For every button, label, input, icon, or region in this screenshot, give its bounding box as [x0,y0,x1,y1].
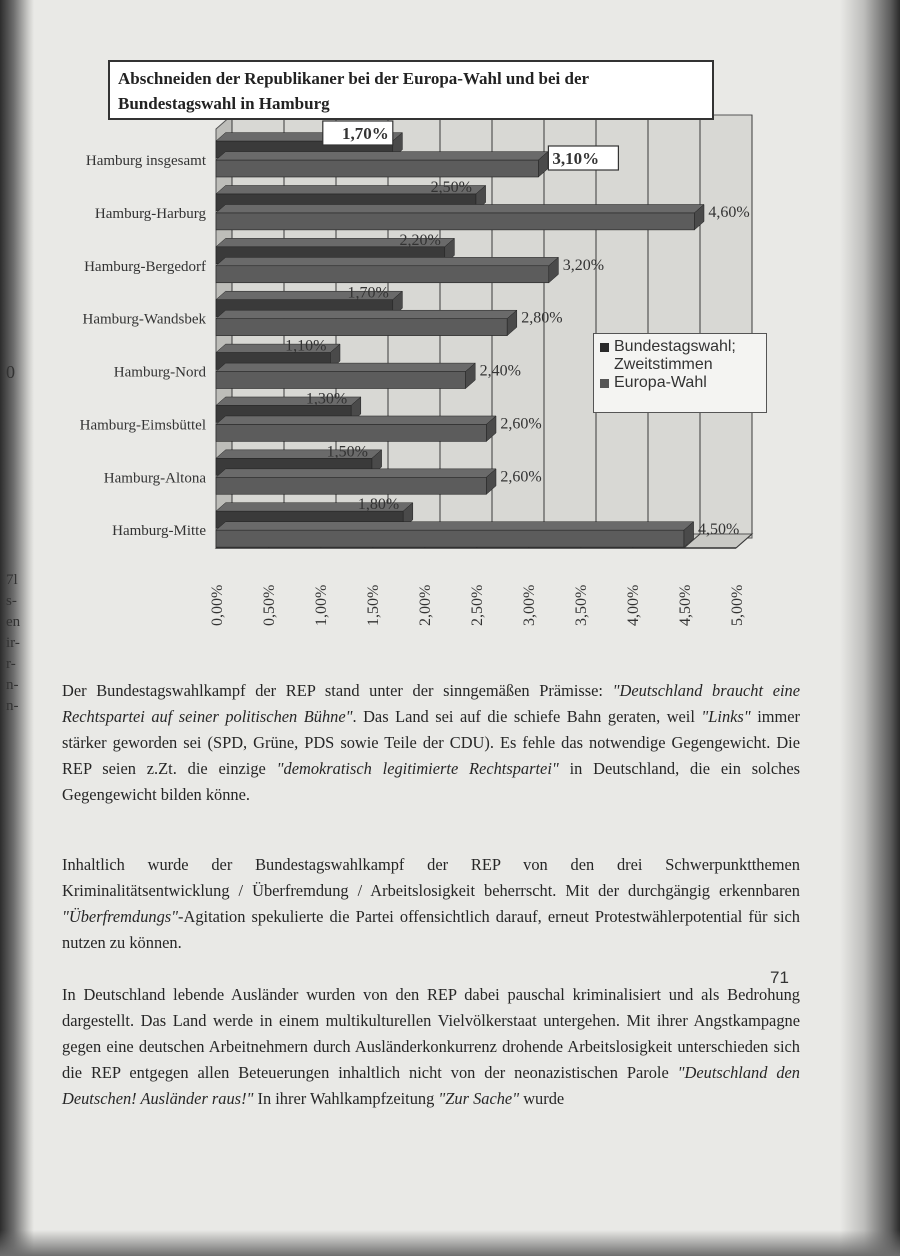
value-label-europa: 4,50% [698,521,740,539]
bar-top [216,310,517,318]
legend-label-bundestag: Bundestagswahl; [614,338,736,355]
category-label: Hamburg-Wandsbek [82,311,206,328]
x-tick-label: 0,50% [261,584,278,626]
bar-europa [216,213,694,230]
value-label-bundestag: 1,50% [326,443,368,461]
chart-legend [593,333,767,413]
x-tick-label: 1,50% [365,584,382,626]
bar-top [216,204,704,212]
quoted-phrase: "Deutschland den Deutschen! Ausländer raus!" [62,1063,801,1108]
bar-top [216,522,694,530]
margin-fragment: r- [6,656,16,672]
value-label-europa: 2,40% [479,362,521,380]
x-tick-label: 0,00% [209,584,226,626]
value-label-bundestag: 1,70% [347,284,389,302]
category-label: Hamburg-Nord [113,364,206,381]
value-label-europa: 2,60% [500,415,542,433]
value-label-europa: 2,60% [500,468,542,486]
paragraph-2 [62,852,800,956]
value-label-europa: 2,80% [521,309,563,327]
category-label: Hamburg insgesamt [85,153,206,169]
bar-top [216,152,548,160]
bar-top [216,363,475,371]
text-run: in Deutschland, die ein solches Gegengewicht bilden könne. [62,759,800,804]
margin-fragment: s- [6,593,17,609]
quoted-phrase: "demokratisch legitimierte Rechtspartei" [276,759,559,778]
x-tick-label: 3,00% [521,584,538,626]
category-label: Hamburg-Altona [103,470,206,487]
chart-title: Abschneiden der Republikaner bei der Europa-Wahl und bei der Bundestagswahl in Hamburg [108,60,714,120]
category-label: Hamburg-Mitte [112,523,206,540]
legend-swatch-europa [600,379,609,388]
quoted-phrase: "Links" [701,707,751,726]
legend-item-bundestag-2 [600,356,760,374]
bar-europa [216,160,538,177]
text-run: -Agitation spekulierte die Partei offensichtlich darauf, erneut Protestwählerpotential für sich nutzen zu können. [62,907,800,952]
value-label-europa: 3,10% [552,149,600,168]
quoted-phrase: "Zur Sache" [438,1089,520,1108]
x-tick-label: 3,50% [573,584,590,626]
text-run: Inhaltlich wurde der Bundestagswahlkampf der REP von den drei Schwerpunktthemen Kriminalitätsentwicklung / Überfremdung / Arbeitslosigkeit beherrscht. Mit der durchgängig erkennbaren [62,855,800,900]
page-number: 71 [770,968,789,987]
category-label: Hamburg-Bergedorf [84,258,206,275]
bar-europa [216,319,507,336]
text-run: Der Bundestagswahlkampf der REP stand unter der sinngemäßen Prämisse: [62,681,613,700]
category-label: Hamburg-Eimsbüttel [79,417,206,434]
legend-item-bundestag [600,338,760,356]
bar-top [216,416,496,424]
value-label-bundestag: 1,10% [285,337,327,355]
bar-top [216,257,558,265]
text-run: wurde [519,1089,565,1108]
text-run: In Deutschland lebende Ausländer wurden von den REP dabei pauschal kriminalisiert und als Bedrohung dargestellt. Das Land werde in einem multikulturellen Vielvölkerstaat untergehen. Mit ihrer Angstkampagne gegen eine deutschen Arbeitnehmern durch Ausländerkonkurrenz drohende Arbeitslosigkeit unterschieden sich die REP entgegen allen Beteuerungen inhaltlich nicht von der neonazistischen Parole [62,985,800,1082]
x-tick-label: 5,00% [729,584,746,626]
bar-europa [216,477,486,494]
margin-fragment: n- [6,677,19,693]
value-label-bundestag: 1,70% [342,124,389,143]
legend-item-europa [600,374,760,392]
x-tick-label: 4,50% [677,584,694,626]
text-run: . Das Land sei auf die schiefe Bahn geraten, weil [352,707,702,726]
bar-top [216,469,496,477]
legend-label-europa: Europa-Wahl [614,374,707,391]
margin-fragment: n- [6,698,19,714]
value-label-bundestag: 2,50% [430,178,472,196]
x-tick-label: 1,00% [313,584,330,626]
x-tick-label: 2,50% [469,584,486,626]
margin-fragment: 7l [6,572,18,588]
text-run: In ihrer Wahlkampfzeitung [253,1089,439,1108]
page-bottom-shadow [0,1230,900,1256]
x-tick-label: 2,00% [417,584,434,626]
bar-europa [216,424,486,441]
margin-fragment: en [6,614,21,630]
margin-fragment: ir- [6,635,20,651]
text-run: immer stärker geworden sei (SPD, Grüne, PDS sowie Teile der CDU). Es fehle das notwendige Gegengewicht. Die REP seien z.Zt. die einzige [62,707,800,778]
quoted-phrase: "Überfremdungs" [62,907,179,926]
legend-label-bundestag-2: Zweitstimmen [614,356,713,373]
value-label-bundestag: 2,20% [399,231,441,249]
paragraph-1 [62,678,800,808]
legend-swatch-bundestag [600,343,609,352]
paragraph-3 [62,982,800,1112]
bar-europa [216,372,466,389]
value-label-bundestag: 1,30% [305,390,348,408]
category-label: Hamburg-Harburg [94,205,206,222]
bar-europa [216,530,684,547]
bar-europa [216,266,549,283]
value-label-europa: 4,60% [708,203,750,221]
margin-mark: 0 [6,362,15,382]
value-label-bundestag: 1,80% [357,496,400,514]
quoted-phrase: "Deutschland braucht eine Rechtspartei auf seiner politischen Bühne" [62,681,801,726]
x-tick-label: 4,00% [625,584,642,626]
value-label-europa: 3,20% [562,256,605,274]
